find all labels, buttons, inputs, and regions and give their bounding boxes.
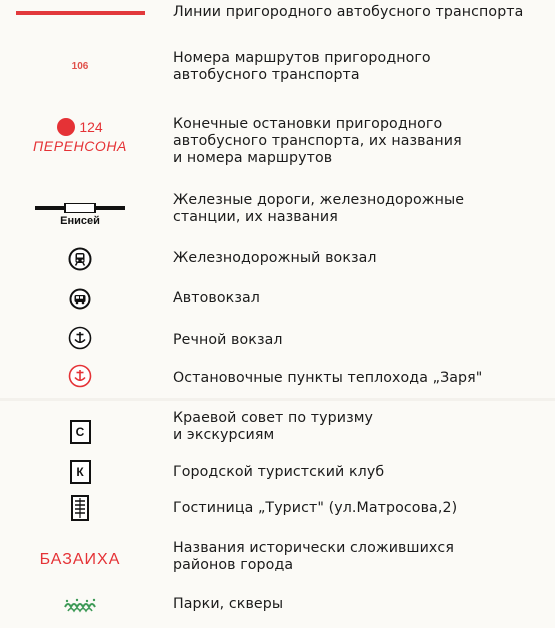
legend-text: Названия исторически сложившихся районов города: [173, 540, 454, 573]
legend-item-district-names: [0, 534, 555, 582]
tourist-club-symbol: [0, 458, 160, 486]
district-name-sample: БАЗАИХА: [39, 551, 121, 568]
letter-c-box-icon: С: [70, 420, 91, 444]
bus-line-symbol: [0, 10, 160, 16]
terminal-symbol: [0, 114, 160, 158]
railway-symbol: [0, 200, 160, 230]
red-line-icon: [16, 11, 145, 15]
legend-item-river-station: [0, 322, 555, 356]
legend-text: Номера маршрутов пригородного автобусного транспорта: [173, 50, 431, 83]
legend-text: Речной вокзал: [173, 332, 283, 348]
tourism-council-symbol: [0, 418, 160, 446]
red-anchor-icon: [68, 364, 92, 388]
train-icon: [68, 247, 92, 271]
legend-item-railways: [0, 186, 555, 230]
railway-terminal-symbol: [0, 246, 160, 272]
legend-item-route-numbers: [0, 46, 555, 90]
anchor-icon: [68, 326, 92, 350]
terminal-route-number: 124: [79, 119, 103, 135]
legend-item-tourist-club: [0, 456, 555, 490]
legend-item-hydrofoil-stops: [0, 360, 555, 396]
legend-text: Железные дороги, железнодорожные станции, их названия: [173, 192, 465, 225]
hydrofoil-stop-symbol: [0, 362, 160, 390]
terminal-name-sample: ПЕРЕНСОНА: [33, 138, 127, 154]
legend-item-hotel: [0, 492, 555, 526]
legend-item-bus-lines: [0, 0, 555, 26]
legend-item-tourism-council: [0, 404, 555, 452]
legend-text: Краевой совет по туризму и экскурсиям: [173, 410, 374, 443]
park-symbol: [0, 592, 160, 618]
legend-item-terminal-stops: [0, 110, 555, 174]
bus-icon: [69, 288, 91, 310]
district-name-symbol: [0, 548, 160, 572]
letter-k-box-icon: К: [70, 460, 91, 484]
route-number-sample: 106: [71, 60, 89, 72]
railway-station-icon: [35, 203, 125, 213]
legend-text: Линии пригородного автобусного транспорта: [173, 4, 524, 20]
legend-text: Гостиница „Турист" (ул.Матросова,2): [173, 500, 458, 516]
hotel-symbol: [0, 494, 160, 522]
section-divider: [0, 398, 555, 401]
legend-text: Железнодорожный вокзал: [173, 250, 377, 266]
legend-text: Автовокзал: [173, 290, 260, 306]
legend-text: Конечные остановки пригородного автобусного транспорта, их названия и номера маршрутов: [173, 116, 462, 166]
legend-item-railway-terminal: [0, 244, 555, 274]
route-number-symbol: [0, 56, 160, 76]
hotel-icon: [69, 495, 91, 521]
legend-text: Городской туристский клуб: [173, 464, 385, 480]
bus-terminal-symbol: [0, 286, 160, 312]
legend-item-bus-terminal: [0, 284, 555, 314]
legend-item-parks: [0, 588, 555, 624]
legend-text: Парки, скверы: [173, 596, 284, 612]
legend-text: Остановочные пункты теплохода „Заря": [173, 370, 483, 386]
railway-station-name: Енисей: [60, 215, 100, 227]
park-icon: [62, 596, 98, 614]
terminal-dot-icon: [57, 118, 75, 136]
river-station-symbol: [0, 324, 160, 352]
